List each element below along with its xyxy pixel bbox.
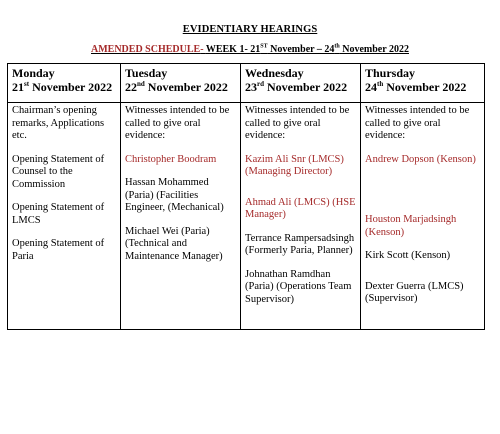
amended-schedule-label: AMENDED SCHEDULE bbox=[91, 44, 201, 55]
day-date-number: 21 bbox=[12, 80, 24, 94]
day-cell-tuesday bbox=[121, 103, 241, 330]
witness-entry: Michael Wei (Paria) (Technical and Maintenance Manager) bbox=[125, 225, 223, 262]
day-date-suffix: th bbox=[377, 80, 384, 88]
day-date-number: 24 bbox=[365, 80, 377, 94]
schedule-entry: Witnesses intended to be called to give oral evidence: bbox=[125, 105, 230, 141]
header-row bbox=[8, 64, 485, 103]
day-date-rest: November 2022 bbox=[383, 80, 467, 94]
day-date-number: 22 bbox=[125, 80, 137, 94]
day-date-rest: November 2022 bbox=[144, 80, 228, 94]
witness-entry: Kazim Ali Snr (LMCS) (Managing Director) bbox=[245, 153, 344, 177]
witness-entry: Hassan Mohammed (Paria) (Facilities Engineer, (Mechanical) bbox=[125, 177, 224, 213]
week-label: WEEK 1- 21 bbox=[205, 44, 261, 55]
witness-entry: Andrew Dopson (Kenson) bbox=[365, 153, 476, 165]
subtitle-dash: - bbox=[200, 44, 206, 55]
day-date-suffix: st bbox=[24, 80, 30, 88]
week-middle: November – 24 bbox=[267, 44, 335, 55]
schedule-entry: Witnesses intended to be called to give oral evidence: bbox=[365, 105, 470, 141]
week-end: November 2022 bbox=[339, 44, 409, 55]
witness-entry: Ahmad Ali (LMCS) (HSE Manager) bbox=[245, 196, 356, 220]
schedule-entry: Chairman’s opening remarks, Applications etc. bbox=[12, 105, 105, 141]
schedule-entry: Opening Statement of LMCS bbox=[12, 202, 105, 226]
schedule-entry: Opening Statement of Counsel to the Commission bbox=[12, 153, 105, 190]
day-cell-thursday bbox=[361, 103, 485, 330]
witness-entry: Dexter Guerra (LMCS) (Supervisor) bbox=[365, 280, 464, 304]
day-header-wednesday bbox=[241, 64, 361, 103]
day-name: Thursday bbox=[365, 66, 416, 80]
day-date-rest: November 2022 bbox=[264, 80, 348, 94]
day-header-thursday bbox=[361, 64, 485, 103]
day-header-tuesday bbox=[121, 64, 241, 103]
day-date-suffix: nd bbox=[137, 80, 145, 88]
day-header-monday bbox=[8, 64, 121, 103]
day-date-rest: November 2022 bbox=[29, 80, 113, 94]
body-row bbox=[8, 103, 485, 330]
day-name: Monday bbox=[12, 66, 55, 80]
day-name: Tuesday bbox=[125, 66, 168, 80]
schedule-entry: Witnesses intended to be called to give oral evidence: bbox=[245, 105, 350, 141]
witness-entry: Houston Marjadsingh (Kenson) bbox=[365, 214, 457, 238]
witness-entry: Christopher Boodram bbox=[125, 153, 217, 165]
witness-entry: Johnathan Ramdhan (Paria) (Operations Team Supervisor) bbox=[245, 268, 352, 305]
schedule-table bbox=[7, 63, 485, 330]
week-start-suffix: ST bbox=[260, 43, 268, 50]
day-date-number: 23 bbox=[245, 80, 257, 94]
day-cell-monday bbox=[8, 103, 121, 330]
schedule-entry: Opening Statement of Paria bbox=[12, 238, 105, 262]
schedule-subtitle bbox=[0, 44, 500, 55]
week-end-suffix: th bbox=[334, 43, 340, 50]
witness-entry: Terrance Rampersadsingh (Formerly Paria, Planner) bbox=[245, 232, 355, 256]
day-cell-wednesday bbox=[241, 103, 361, 330]
day-date-suffix: rd bbox=[257, 80, 264, 88]
page-title: EVIDENTIARY HEARINGS bbox=[182, 24, 318, 35]
witness-entry: Kirk Scott (Kenson) bbox=[365, 250, 451, 261]
day-name: Wednesday bbox=[245, 66, 304, 80]
